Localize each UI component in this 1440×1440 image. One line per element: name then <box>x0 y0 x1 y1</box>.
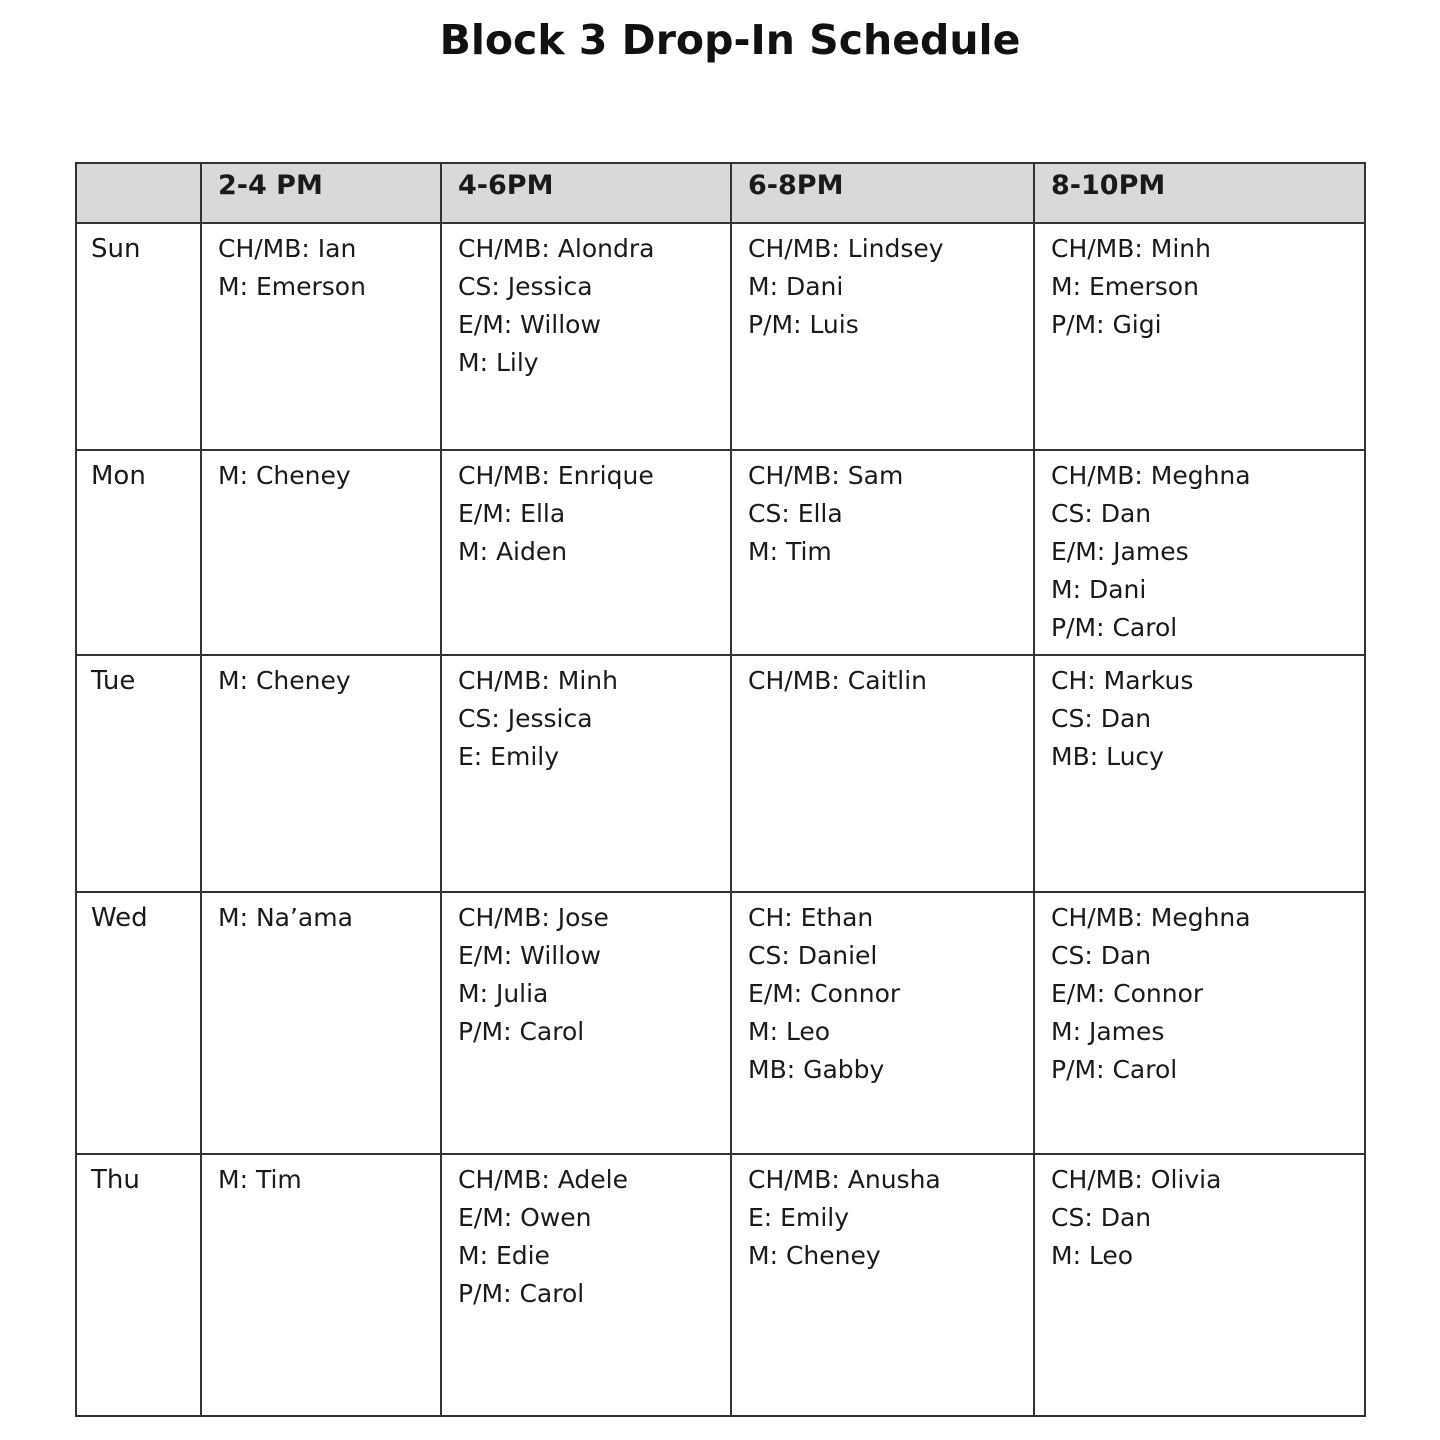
staff-assignment: M: Tim <box>748 537 832 566</box>
schedule-cell <box>201 892 441 1154</box>
column-header: 2-4 PM <box>201 163 441 223</box>
table-row <box>76 655 1365 892</box>
day-text: Sun <box>91 234 141 264</box>
schedule-cell <box>731 892 1034 1154</box>
staff-assignment: E/M: James <box>1051 537 1189 566</box>
staff-assignment: CS: Ella <box>748 499 843 528</box>
staff-assignment: CH/MB: Adele <box>458 1165 629 1194</box>
staff-assignment: M: Tim <box>218 1165 302 1194</box>
schedule-cell <box>731 655 1034 892</box>
staff-assignment: M: Na’ama <box>218 903 353 932</box>
staff-assignment: E/M: Willow <box>458 310 601 339</box>
column-header: 4-6PM <box>441 163 731 223</box>
schedule-cell <box>731 1154 1034 1416</box>
staff-assignment: E/M: Ella <box>458 499 566 528</box>
staff-assignment: M: Lily <box>458 348 539 377</box>
staff-assignment: M: Cheney <box>218 461 351 490</box>
document-title: Block 3 Drop-In Schedule <box>439 16 1021 64</box>
staff-assignment: CS: Dan <box>1051 941 1152 970</box>
staff-assignment: M: Cheney <box>748 1241 881 1270</box>
staff-assignment: M: Dani <box>1051 575 1147 604</box>
schedule-cell <box>201 450 441 655</box>
schedule-cell <box>201 655 441 892</box>
staff-assignment: P/M: Carol <box>1051 613 1178 642</box>
staff-assignment: CS: Dan <box>1051 499 1152 528</box>
schedule-cell <box>1034 1154 1365 1416</box>
staff-assignment: M: Dani <box>748 272 844 301</box>
staff-assignment: M: Cheney <box>218 666 351 695</box>
staff-assignment: CH/MB: Jose <box>458 903 609 932</box>
staff-assignment: CH/MB: Lindsey <box>748 234 944 263</box>
schedule-cell <box>441 223 731 450</box>
staff-assignment: P/M: Carol <box>458 1017 585 1046</box>
staff-assignment: CS: Dan <box>1051 704 1152 733</box>
staff-assignment: CH/MB: Minh <box>458 666 618 695</box>
staff-assignment: M: Julia <box>458 979 549 1008</box>
staff-assignment: M: Aiden <box>458 537 568 566</box>
day-label <box>76 1154 201 1416</box>
day-label <box>76 892 201 1154</box>
staff-assignment: E/M: Owen <box>458 1203 592 1232</box>
staff-assignment: M: Leo <box>748 1017 831 1046</box>
day-text: Mon <box>91 461 146 491</box>
staff-assignment: CH/MB: Meghna <box>1051 461 1251 490</box>
staff-assignment: E/M: Connor <box>1051 979 1204 1008</box>
staff-assignment: M: James <box>1051 1017 1165 1046</box>
table-row <box>76 1154 1365 1416</box>
day-label <box>76 450 201 655</box>
staff-assignment: M: Emerson <box>1051 272 1199 301</box>
header-row <box>76 163 1365 223</box>
schedule-cell <box>731 450 1034 655</box>
schedule-cell <box>441 1154 731 1416</box>
day-text: Wed <box>91 903 148 933</box>
column-header: 6-8PM <box>731 163 1034 223</box>
staff-assignment: CH/MB: Enrique <box>458 461 654 490</box>
staff-assignment: CH/MB: Alondra <box>458 234 655 263</box>
schedule-table <box>75 162 1366 1417</box>
staff-assignment: CH/MB: Ian <box>218 234 357 263</box>
staff-assignment: M: Emerson <box>218 272 366 301</box>
staff-assignment: CH/MB: Sam <box>748 461 904 490</box>
staff-assignment: CH/MB: Caitlin <box>748 666 928 695</box>
day-label <box>76 223 201 450</box>
schedule-cell <box>201 1154 441 1416</box>
staff-assignment: CS: Jessica <box>458 272 593 301</box>
staff-assignment: P/M: Gigi <box>1051 310 1162 339</box>
staff-assignment: M: Leo <box>1051 1241 1134 1270</box>
staff-assignment: E/M: Connor <box>748 979 901 1008</box>
staff-assignment: M: Edie <box>458 1241 550 1270</box>
schedule-cell <box>1034 223 1365 450</box>
schedule-cell <box>1034 892 1365 1154</box>
schedule-cell <box>201 223 441 450</box>
staff-assignment: P/M: Luis <box>748 310 859 339</box>
corner-cell <box>76 163 201 223</box>
schedule-cell <box>441 655 731 892</box>
staff-assignment: CH/MB: Anusha <box>748 1165 941 1194</box>
schedule-cell <box>1034 450 1365 655</box>
staff-assignment: E: Emily <box>458 742 560 771</box>
day-text: Tue <box>91 666 136 696</box>
schedule-cell <box>441 892 731 1154</box>
staff-assignment: P/M: Carol <box>458 1279 585 1308</box>
day-text: Thu <box>91 1165 140 1195</box>
staff-assignment: CS: Daniel <box>748 941 878 970</box>
staff-assignment: CH/MB: Olivia <box>1051 1165 1222 1194</box>
schedule-cell <box>441 450 731 655</box>
staff-assignment: P/M: Carol <box>1051 1055 1178 1084</box>
staff-assignment: E/M: Willow <box>458 941 601 970</box>
staff-assignment: CH/MB: Meghna <box>1051 903 1251 932</box>
staff-assignment: CH: Markus <box>1051 666 1194 695</box>
staff-assignment: E: Emily <box>748 1203 850 1232</box>
table-row <box>76 450 1365 655</box>
table-row <box>76 892 1365 1154</box>
table-row <box>76 223 1365 450</box>
staff-assignment: MB: Gabby <box>748 1055 885 1084</box>
schedule-cell <box>731 223 1034 450</box>
column-header: 8-10PM <box>1034 163 1365 223</box>
staff-assignment: CS: Dan <box>1051 1203 1152 1232</box>
staff-assignment: CH/MB: Minh <box>1051 234 1211 263</box>
staff-assignment: CS: Jessica <box>458 704 593 733</box>
schedule-cell <box>1034 655 1365 892</box>
staff-assignment: CH: Ethan <box>748 903 874 932</box>
day-label <box>76 655 201 892</box>
staff-assignment: MB: Lucy <box>1051 742 1164 771</box>
